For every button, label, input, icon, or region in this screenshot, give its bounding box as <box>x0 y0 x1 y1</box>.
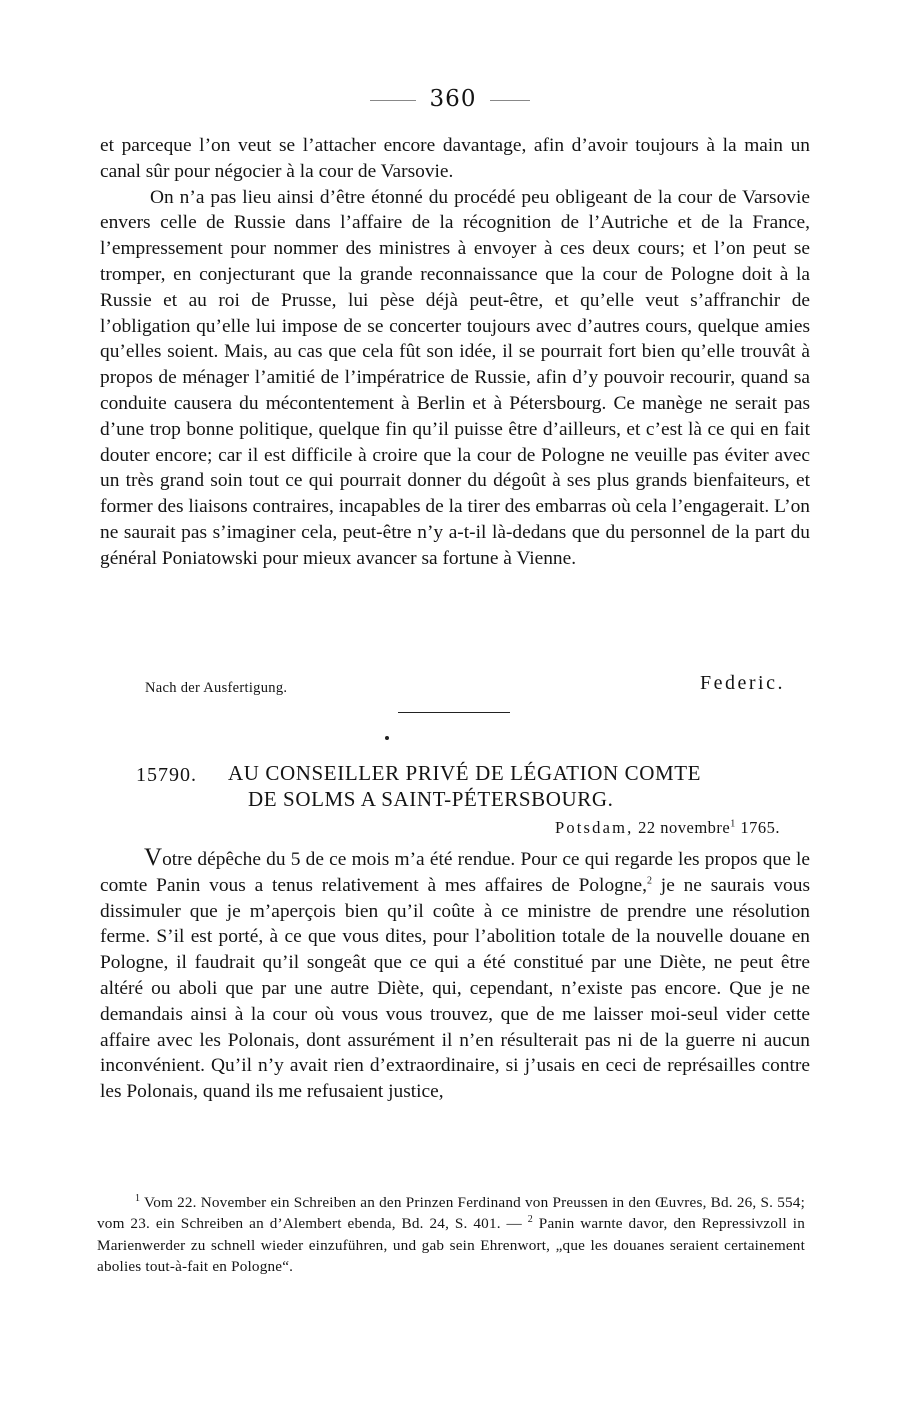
header-rule-left <box>370 100 416 101</box>
continuation-paragraph-2: On n’a pas lieu ainsi d’être étonné du procédé peu obligeant de la cour de Varsovie envers celle de Russie dans l’affaire de la récognition de l’Autriche et de la France, l’empressement pour nommer des ministres à envoyer à ces deux cours; et l’on peut se tromper, en conjecturant que la grande reconnaissance que la cour de Pologne doit à la Russie et au roi de Prusse, lui pèse déjà peut-être, et qu’elle veut s’affranchir de l’obligation qu’elle lui impose de se concerter toujours avec d’autres cours, quelque amies qu’elles soient. Mais, au cas que cela fût son idée, il se pourrait fort bien qu’elle trouvât à propos de ménager l’amitié de l’impératrice de Russie, afin d’y pouvoir recourir, quand sa conduite causera du mécontentement à Berlin et à Pétersbourg. Ce manège ne serait pas d’une trop bonne politique, quelque fin qu’il puisse être d’ailleurs, et c’est là ce qui en fait douter encore; car il est difficile à croire que la cour de Pologne ne veuille pas éviter avec un très grand soin tout ce qui pourrait donner du dégoût à ses plus grands bienfaiteurs, et former des liaisons contraires, incapables de la tirer des embarras où cela l’engagerait. L’on ne saurait pas s’imaginer cela, peut-être n’y a-t-il là-dedans que du personnel de la part du général Poniatowski pour mieux avancer sa fortune à Vienne. <box>100 186 810 569</box>
letter-body <box>100 845 810 1105</box>
continuation-paragraph-1: et parceque l’on veut se l’attacher encore davantage, afin d’avoir toujours à la main un canal sûr pour négocier à la cour de Varsovie. <box>100 135 810 182</box>
header-rule-right <box>490 100 530 101</box>
initial-letter: V <box>144 844 163 871</box>
signature: Federic. <box>700 672 785 694</box>
letter-text-part-2: je ne saurais vous dissimuler que je m’aperçois bien qu’il coûte à ce ministre de prendre une résolution ferme. S’il est porté, à ce que vous dites, pour l’abolition totale de la nouvelle douane en Pologne, il faudrait qu’il songeât que ce qui a été constitué par une Diète, ne peut être altéré ou aboli que par une autre Diète, qui, cependant, n’existe pas encore. Que je ne demandais ainsi à la cour où vous vous trouvez, que de me laisser moi-seul vider cette affaire avec les Polonais, dont assurément il n’en résulterait pas ni de la guerre ni aucun inconvénient. Qu’il n’y avait rien d’extraordinaire, si j’usais en ceci de représailles contre les Polonais, quand ils me refusaient justice, <box>100 874 810 1103</box>
letter-text-part-1: otre dépêche du 5 de ce mois m’a été rendue. Pour ce qui regarde les propos que le comte Panin vous a tenus relativement à mes affaires de Pologne, <box>100 849 810 896</box>
dateline-year: 1765. <box>740 818 780 837</box>
footnotes <box>97 1192 805 1278</box>
dateline <box>420 818 780 838</box>
continuation-text <box>100 133 810 572</box>
divider-dot <box>385 736 389 740</box>
footnote-mark-2: 2 <box>527 1214 533 1226</box>
letter-paragraph <box>100 845 810 1105</box>
footnote-text-2: Panin warnte davor, den Repressivzoll in Marienwerder zu schnell wieder einzuführen, und gab sein Ehrenwort, „que les douanes seraient certainement abolies tout-à-fait en Pologne“. <box>97 1215 806 1276</box>
footnote-mark-1: 1 <box>135 1192 141 1204</box>
dateline-place: Potsdam, <box>554 818 634 837</box>
section-divider <box>398 712 510 713</box>
footnote-ref-2: 2 <box>647 875 652 887</box>
addressee-line-1: AU CONSEILLER PRIVÉ DE LÉGATION COMTE <box>228 761 702 785</box>
source-note: Nach der Ausfertigung. <box>145 680 288 696</box>
footnote-text-1: Vom 22. November ein Schreiben an den Prinzen Ferdinand von Preussen in den Œuvres, Bd. 26, S. 554; vom 23. ein Schreiben an d’Alembert ebenda, Bd. 24, S. 401. — <box>97 1194 805 1233</box>
letter-number: 15790. <box>136 764 197 786</box>
footnote <box>97 1192 805 1278</box>
signature-row <box>145 672 785 702</box>
dateline-date: 22 novembre <box>638 818 731 837</box>
page-header <box>0 86 900 112</box>
addressee-line-2: DE SOLMS A SAINT-PÉTERSBOURG. <box>248 787 614 811</box>
page-number: 360 <box>429 86 477 112</box>
footnote-ref-1: 1 <box>730 818 736 830</box>
